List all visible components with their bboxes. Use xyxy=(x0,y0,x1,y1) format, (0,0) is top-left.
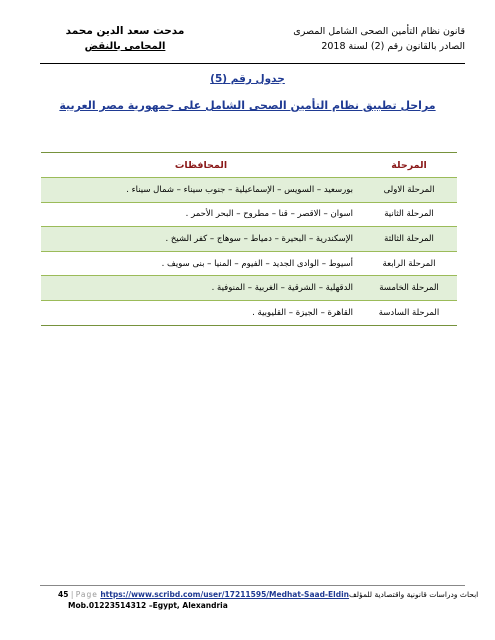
stage-cell: المرحلة الاولى xyxy=(361,178,457,203)
governorates-cell: الدقهلية – الشرقية – الغربية – المنوفية . xyxy=(41,276,361,301)
table-row xyxy=(41,300,457,325)
author-name: مدحت سعد الدين محمد xyxy=(65,25,185,37)
footer-arabic-note: ابحاث ودراسات قانونية واقتصادية للمؤلف xyxy=(349,590,479,599)
footer-line xyxy=(58,590,478,599)
footer-contact: Mob.01223514312 –Egypt, Alexandria xyxy=(68,601,228,610)
page-number: 45 xyxy=(58,590,69,599)
header-law-info xyxy=(235,24,465,54)
stage-cell: المرحلة الرابعة xyxy=(361,251,457,276)
governorates-cell: بورسعيد – السويس – الإسماعيلية – جنوب سيناء – شمال سيناء . xyxy=(41,178,361,203)
stage-cell: المرحلة الثالثة xyxy=(361,227,457,252)
table-header-row xyxy=(41,153,457,178)
governorates-cell: القاهرة – الجيزة – القليوبية . xyxy=(41,300,361,325)
header-divider xyxy=(40,63,465,64)
table-row xyxy=(41,178,457,203)
header-governorates: المحافظات xyxy=(41,153,361,178)
table-row xyxy=(41,276,457,301)
table-number: جدول رقم (5) xyxy=(210,73,285,85)
author-profile-link[interactable]: https://www.scribd.com/user/17211595/Medhat-Saad-Eldin xyxy=(100,590,350,599)
governorates-cell: الإسكندرية – البحيرة – دمياط – سوهاج – كفر الشيخ . xyxy=(41,227,361,252)
stages-table xyxy=(41,152,457,326)
governorates-cell: أسيوط – الوادى الجديد – الفيوم – المنيا – بنى سويف . xyxy=(41,251,361,276)
header-author-info xyxy=(40,24,210,54)
header-stage: المرحلة xyxy=(361,153,457,178)
page-word: Page xyxy=(75,590,98,599)
stage-cell: المرحلة الخامسة xyxy=(361,276,457,301)
governorates-cell: اسوان – الاقصر – قنا – مطروح – البحر الأحمر . xyxy=(41,202,361,227)
page-separator: | xyxy=(70,590,74,599)
law-reference: الصادر بالقانون رقم (2) لسنة 2018 xyxy=(321,41,465,52)
footer-divider xyxy=(40,585,465,586)
stage-cell: المرحلة السادسة xyxy=(361,300,457,325)
table-row xyxy=(41,202,457,227)
law-title: قانون نظام التأمين الصحى الشامل المصرى xyxy=(293,26,465,37)
table-subtitle: مراحل تطبيق نظام التأمين الصحى الشامل على جمهورية مصر العربية xyxy=(59,99,436,112)
table-row xyxy=(41,227,457,252)
table-row xyxy=(41,251,457,276)
author-title: المحامى بالنقض xyxy=(84,41,166,52)
stage-cell: المرحلة الثانية xyxy=(361,202,457,227)
